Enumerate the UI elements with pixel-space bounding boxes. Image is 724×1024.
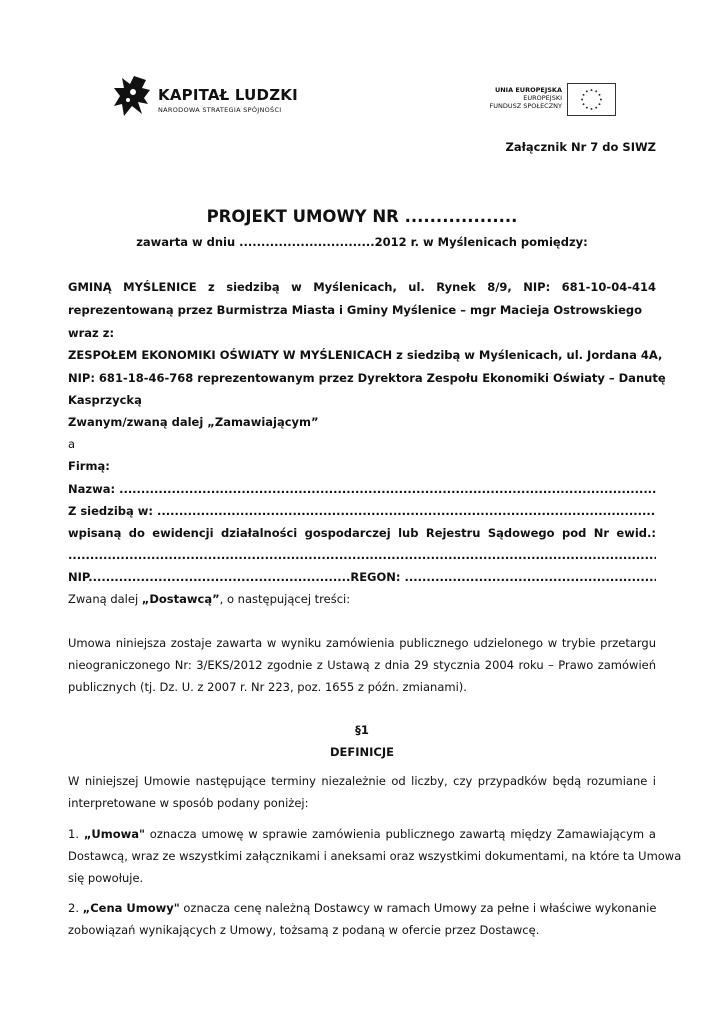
registry-dots <box>68 547 656 563</box>
seat-field[interactable] <box>68 503 656 519</box>
name-field[interactable] <box>68 481 656 497</box>
eu-logo-text <box>489 86 562 110</box>
called-supplier-pre: Zwaną dalej <box>68 592 142 606</box>
kapital-ludzki-subtitle: NARODOWA STRATEGIA SPÓJNOŚCI <box>158 106 282 114</box>
registry-field[interactable] <box>68 547 656 563</box>
called-supplier <box>68 591 656 607</box>
regon-dots <box>405 569 657 585</box>
registry-label: wpisaną do ewidencji działalności gospodarczej lub Rejestru Sądowego pod Nr ewid.: <box>68 526 656 540</box>
definitions-intro-line1: W niniejszej Umowie następujące terminy niezależnie od liczby, czy przypadków będą rozumiane i <box>68 774 656 788</box>
intro-line1: Umowa niniejsza zostaje zawarta w wyniku zamówienia publicznego udzielonego w trybie przetargu <box>68 636 656 650</box>
nip-regon-field[interactable] <box>68 569 656 585</box>
kapital-ludzki-title: KAPITAŁ LUDZKI <box>158 86 298 104</box>
and-label: a <box>68 437 76 451</box>
eu-line1: UNIA EUROPEJSKA <box>494 86 562 94</box>
seat-dots <box>157 503 656 519</box>
eu-logo <box>474 83 616 117</box>
party1-line1: GMINĄ MYŚLENICE z siedzibą w Myślenicach, ul. Rynek 8/9, NIP: 681-10-04-414 <box>68 280 656 294</box>
called-client: Zwanym/zwaną dalej „Zamawiającym” <box>68 415 319 429</box>
called-supplier-term: „Dostawcą” <box>141 592 220 606</box>
definition-1-number: 1. <box>68 827 84 841</box>
section-title: DEFINICJE <box>329 745 394 759</box>
name-dots <box>119 481 656 497</box>
nip-regon-label: NIP............................................................REGON: <box>68 570 405 584</box>
party2-line2: NIP: 681-18-46-768 reprezentowanym przez Dyrektora Zespołu Ekonomiki Oświaty – Danutę <box>68 371 666 385</box>
kapital-ludzki-logo <box>112 72 298 122</box>
intro-line2: nieograniczonego Nr: 3/EKS/2012 zgodnie z Ustawą z dnia 29 stycznia 2004 roku – Prawo zamówień <box>68 658 656 672</box>
definition-1-line3: się powołuje. <box>68 871 144 885</box>
annex-label: Załącznik Nr 7 do SIWZ <box>505 140 656 154</box>
definition-1-line1 <box>68 826 656 842</box>
party2-line3: Kasprzycką <box>68 393 142 407</box>
section-number: §1 <box>355 723 369 737</box>
definition-2-line2: zobowiązań wynikających z Umowy, tożsamą z podaną w ofercie przez Dostawcę. <box>68 923 540 937</box>
with-label: wraz z: <box>68 326 115 340</box>
definition-2-term: „Cena Umowy" <box>82 901 180 915</box>
eu-line3: FUNDUSZ SPOŁECZNY <box>489 102 562 110</box>
document-title: PROJEKT UMOWY NR .................. <box>206 207 518 226</box>
firm-label: Firmą: <box>68 459 110 473</box>
name-label: Nazwa: <box>68 482 120 496</box>
eu-line2: EUROPEJSKI <box>523 94 562 102</box>
party2-line1: ZESPOŁEM EKONOMIKI OŚWIATY W MYŚLENICACH z siedzibą w Myślenicach, ul. Jordana 4A, <box>68 348 663 362</box>
intro-line3: publicznych (tj. Dz. U. z 2007 r. Nr 223, poz. 1655 z późn. zmianami). <box>68 680 467 694</box>
called-supplier-post: , o następującej treści: <box>219 592 351 606</box>
definition-2-text: oznacza cenę należną Dostawcy w ramach Umowy za pełne i właściwe wykonanie <box>179 901 657 915</box>
document-subtitle: zawarta w dniu ...............................2012 r. w Myślenicach pomiędzy: <box>136 235 588 249</box>
definitions-intro-line2: interpretowane w sposób podany poniżej: <box>68 796 309 810</box>
definition-2-line1 <box>68 900 656 916</box>
party1-line2: reprezentowaną przez Burmistrza Miasta i Gminy Myślenice – mgr Macieja Ostrowskiego <box>68 303 643 317</box>
seat-label: Z siedzibą w: <box>68 504 158 518</box>
kapital-ludzki-emblem-icon <box>112 74 152 118</box>
definition-1-text: oznacza umowę w sprawie zamówienia publicznego zawartą między Zamawiającym a <box>144 827 656 841</box>
definition-2-number: 2. <box>68 901 83 915</box>
definition-1-line2: Dostawcą, wraz ze wszystkimi załącznikami i aneksami oraz wszystkimi dokumentami, na które ta Umowa <box>68 849 682 863</box>
definition-1-term: „Umowa" <box>83 827 145 841</box>
eu-flag-icon <box>567 83 616 116</box>
